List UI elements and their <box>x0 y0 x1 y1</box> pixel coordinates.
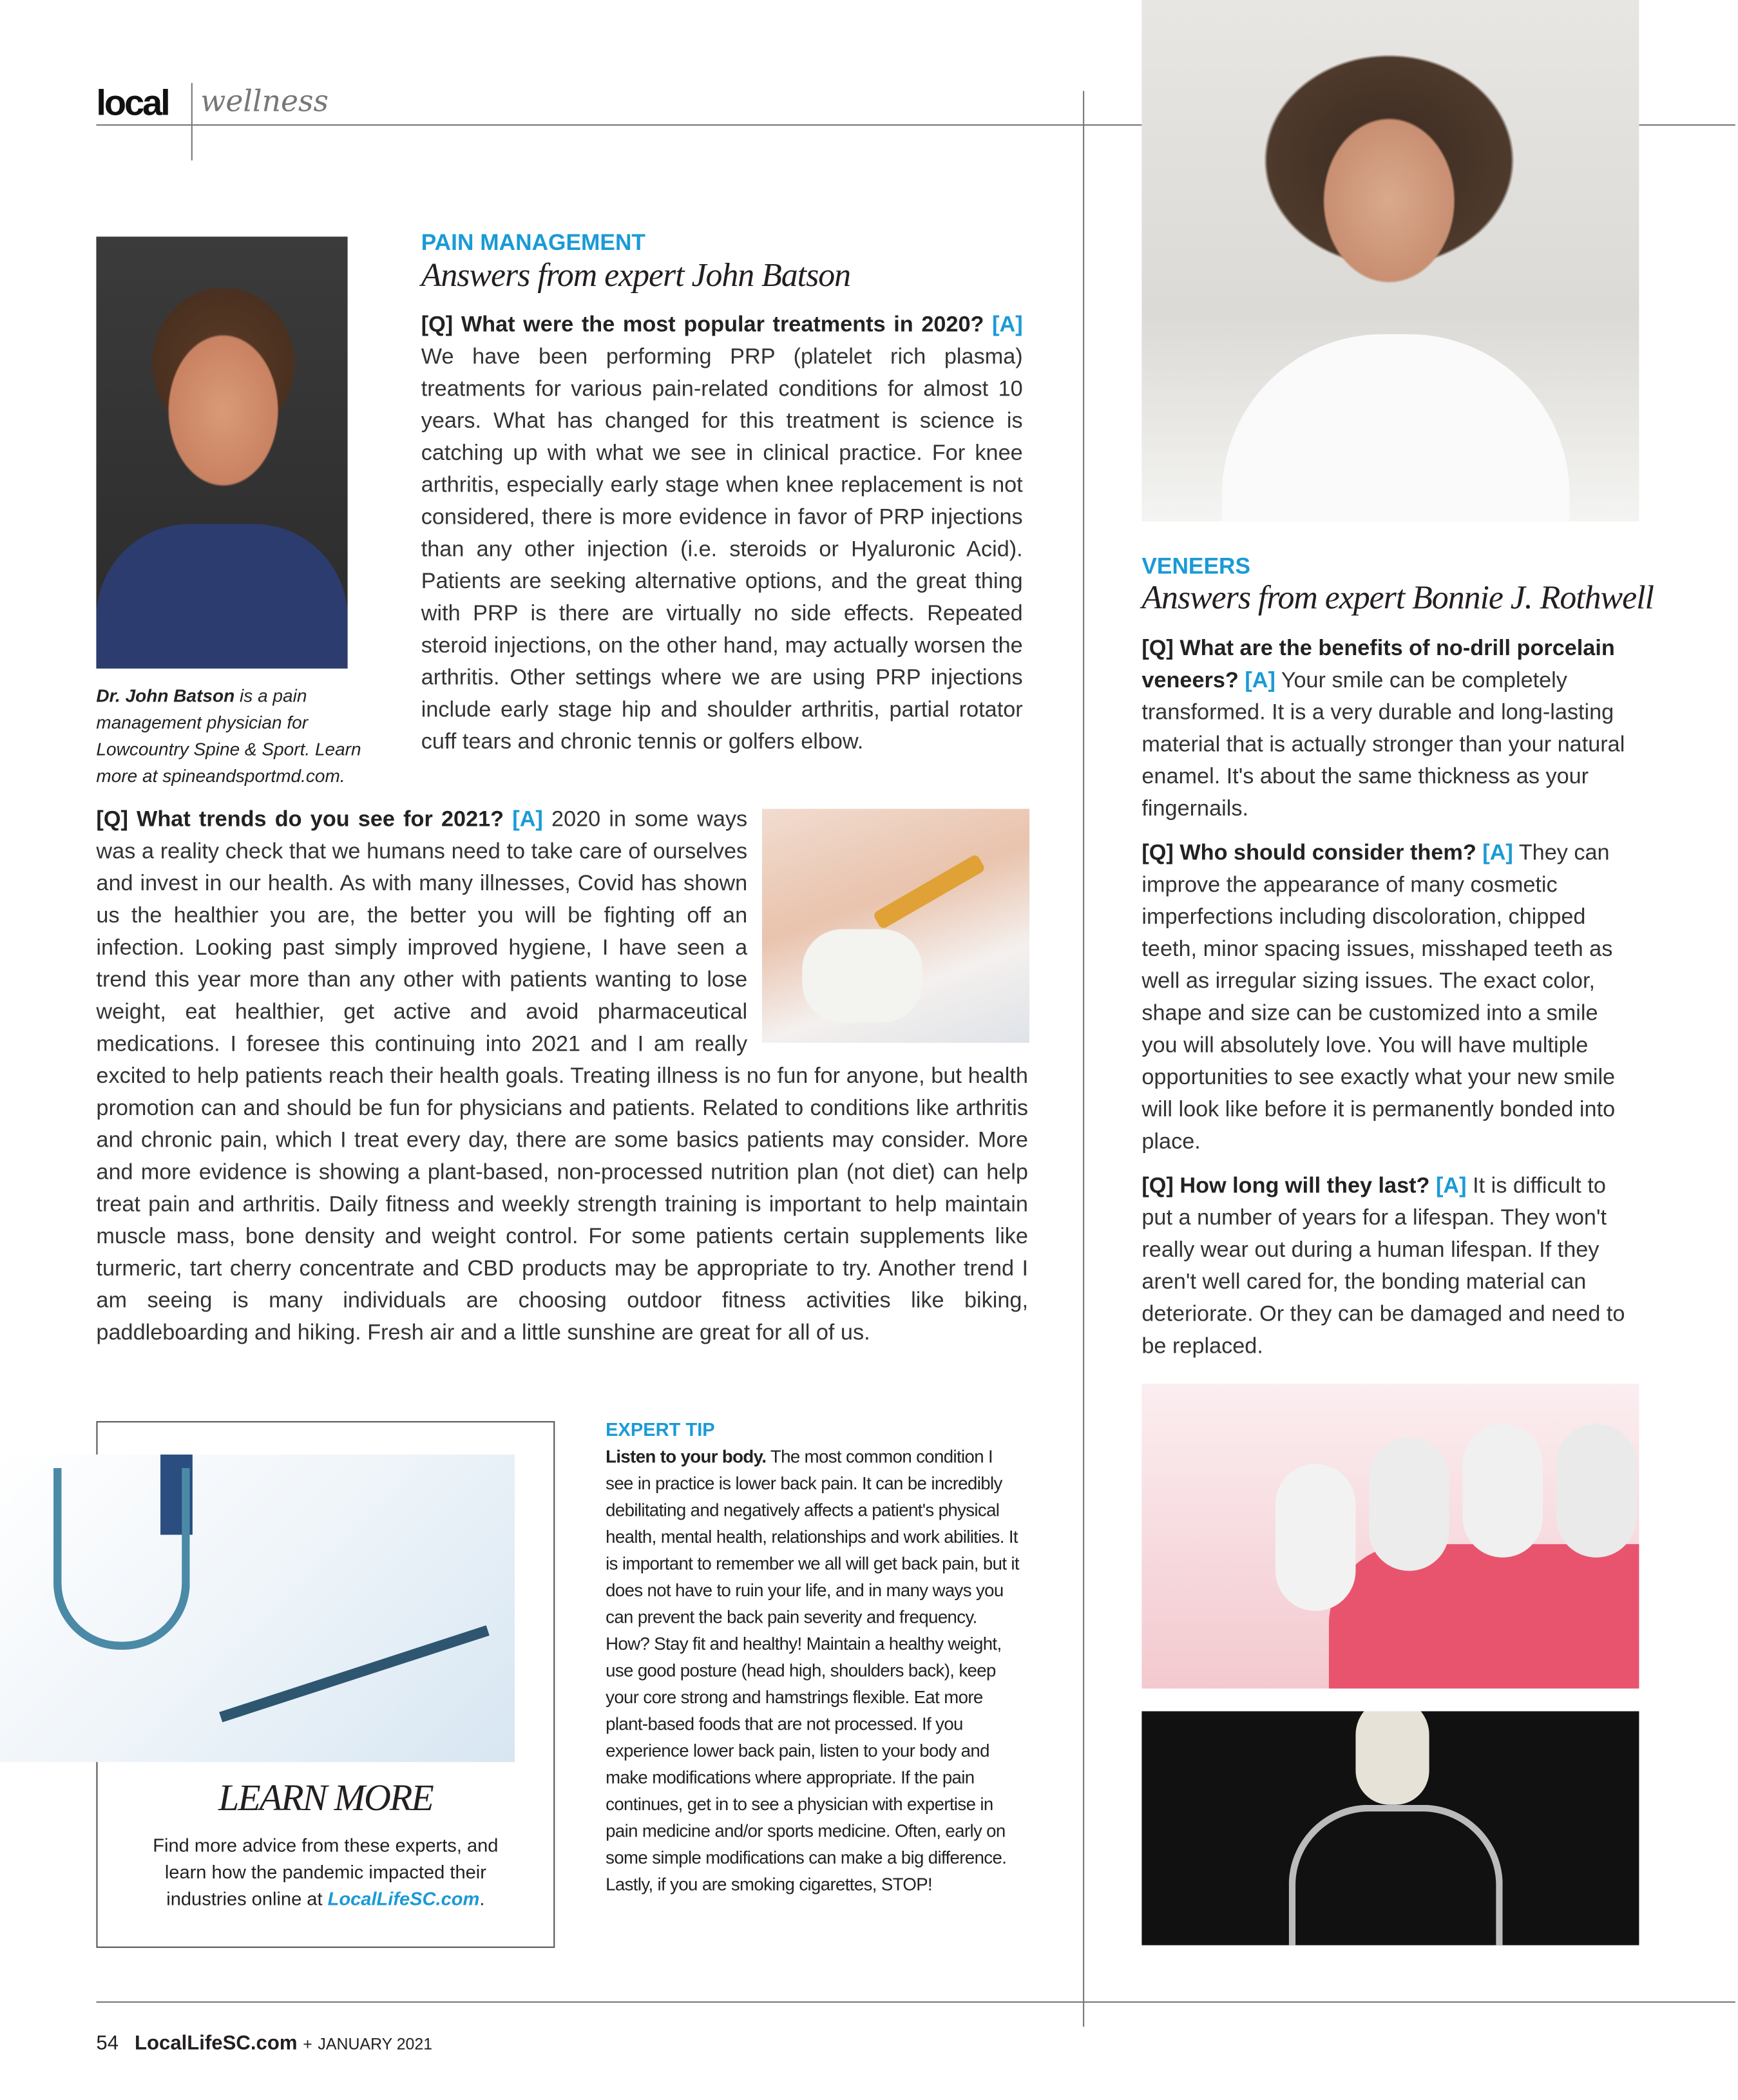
caption-name: Dr. John Batson <box>96 685 235 706</box>
footer-site: LocalLifeSC.com <box>134 2032 298 2055</box>
caption-text: is a pain management physician for Lowcountry Spine & Sport. Learn more at spineandsportmd.com. <box>96 685 361 787</box>
section-label: wellness <box>200 85 329 119</box>
tip-lead: Listen to your body. <box>606 1446 767 1467</box>
veneers-subtitle: Answers from expert Bonnie J. Rothwell <box>1141 580 1654 616</box>
footer-separator: + <box>303 2034 312 2054</box>
footer-issue: JANUARY 2021 <box>318 2034 433 2054</box>
veneers-kicker: VENEERS <box>1141 553 1251 579</box>
locallifesc-link[interactable]: LocalLifeSC.com <box>327 1887 480 1909</box>
answer-text: Your smile can be completely transformed. It is a very durable and long-lasting material that is actually stronger than your natural enamel. It's about the same thickness as your fingernails. <box>1141 668 1625 821</box>
page-number: 54 <box>96 2032 119 2055</box>
footer-rule <box>96 2001 1735 2003</box>
question: [Q] What were the most popular treatments in 2020? <box>421 312 984 338</box>
tip-kicker: EXPERT TIP <box>606 1418 715 1440</box>
question: [Q] How long will they last? <box>1141 1174 1430 1198</box>
answer-label: [A] <box>1245 668 1275 693</box>
image-wrap-spacer <box>747 803 1028 1044</box>
veneer-tweezers-photo <box>1141 1712 1639 1945</box>
learn-more-text <box>134 1831 518 1912</box>
column-divider <box>1083 91 1084 2027</box>
tip-text <box>606 1444 1020 1898</box>
answer-text: We have been performing PRP (platelet rich plasma) treatments for various pain-related conditions for almost 10 years. What has changed for this treatment is science is catching up with what we see in clinical practice. For knee arthritis, especially early stage when knee replacement is not considered, there is more evidence in favor of PRP injections than any other injection (i.e. steroids or Hyaluronic Acid). Patients are seeking alternative options, and the great thing with PRP is there are virtually no side effects. Repeated steroid injections, on the other hand, may actually worsen the arthritis. Other settings where we are using PRP injections include early stage hip and shoulder arthritis, partial rotator cuff tears and chronic tennis or golfers elbow. <box>421 345 1023 754</box>
veneers-qa <box>1141 633 1639 1362</box>
veneers-qa-3 <box>1141 1170 1639 1362</box>
learn-more-title: LEARN MORE <box>218 1778 433 1820</box>
answer-text: It is difficult to put a number of years for a lifespan. They won't really wear out during a human lifespan. If they aren't well cared for, the bonding material can deteriorate. Or they can be damaged and need to be replaced. <box>1141 1174 1625 1359</box>
learn-more-body: Find more advice from these experts, and learn how the pandemic impacted their industries online at <box>153 1834 499 1909</box>
bonnie-rothwell-photo <box>1141 0 1639 521</box>
pain-qa-1 <box>421 309 1023 758</box>
header-rule-right <box>1639 124 1735 126</box>
header-rule <box>96 124 1141 126</box>
period: . <box>479 1887 485 1909</box>
answer-label: [A] <box>1482 841 1513 865</box>
answer-text: They can improve the appearance of many cosmetic imperfections including discoloration, chipped teeth, minor spacing issues, misshaped teeth as well as irregular sizing issues. The exact color, shape and size can be customized into a smile you will absolutely love. You will have multiple opportunities to see exactly what your new smile will look like before it is permanently bonded into place. <box>1141 841 1616 1154</box>
veneers-qa-1 <box>1141 633 1639 825</box>
doctor-clipboard-photo <box>0 1455 515 1762</box>
footer <box>96 2032 432 2055</box>
pain-kicker: PAIN MANAGEMENT <box>421 229 645 256</box>
header-divider <box>191 83 193 160</box>
pain-subtitle: Answers from expert John Batson <box>421 258 851 294</box>
question: [Q] Who should consider them? <box>1141 841 1476 865</box>
veneers-qa-2 <box>1141 837 1639 1158</box>
answer-label: [A] <box>992 312 1023 338</box>
answer-text: 2020 in some ways was a reality check that we humans need to take care of ourselves and invest in our health. As with many illnesses, Covid has shown us the healthier you are, the better you will be fighting off an infection. Looking past simply improved hygiene, I have seen a trend this year more than any other with patients wanting to lose weight, eat healthier, get active and avoid pharmaceutical medications. I foresee this continuing into 2021 and I am really excited to help patients reach their health goals. Treating illness is no fun for anyone, but health promotion can and should be fun for physicians and patients. Related to conditions like arthritis and chronic pain, which I treat every day, there are some basics patients may consider. More and more evidence is showing a plant-based, non-processed nutrition plan (not diet) can help treat pain and arthritis. Daily fitness and weekly strength training is important to help maintain muscle mass, bone density and weight control. For some patients certain supplements like turmeric, tart cherry concentrate and CBD products may be appropriate to try. Another trend I am seeing is many individuals are choosing outdoor fitness activities like biking, paddleboarding and hiking. Fresh air and a little sunshine are great for all of us. <box>96 807 1028 1345</box>
answer-label: [A] <box>512 807 543 832</box>
pain-qa-2 <box>96 803 1028 1349</box>
john-batson-photo <box>96 236 347 668</box>
brand-logo: local <box>96 82 169 123</box>
batson-caption <box>96 683 383 790</box>
answer-label: [A] <box>1436 1174 1467 1198</box>
veneer-teeth-illustration <box>1141 1384 1639 1688</box>
tip-body: The most common condition I see in practice is lower back pain. It can be incredibly debilitating and negatively affects a patient's physical health, mental health, relationships and work abilities. It is important to remember we all will get back pain, but it does not have to ruin your life, and in many ways you can prevent the back pain severity and frequency. How? Stay fit and healthy! Maintain a healthy weight, use good posture (head high, shoulders back), keep your core strong and hamstrings flexible. Eat more plant-based foods that are not processed. If you experience lower back pain, listen to your body and make modifications where appropriate. If the pain continues, get in to see a physician with expertise in pain medicine and/or sports medicine. Often, early on some simple modifications can make a big difference. Lastly, if you are smoking cigarettes, STOP! <box>606 1446 1020 1895</box>
question: [Q] What trends do you see for 2021? <box>96 807 504 832</box>
question: [Q] What are the benefits of no-drill porcelain veneers? <box>1141 636 1615 693</box>
